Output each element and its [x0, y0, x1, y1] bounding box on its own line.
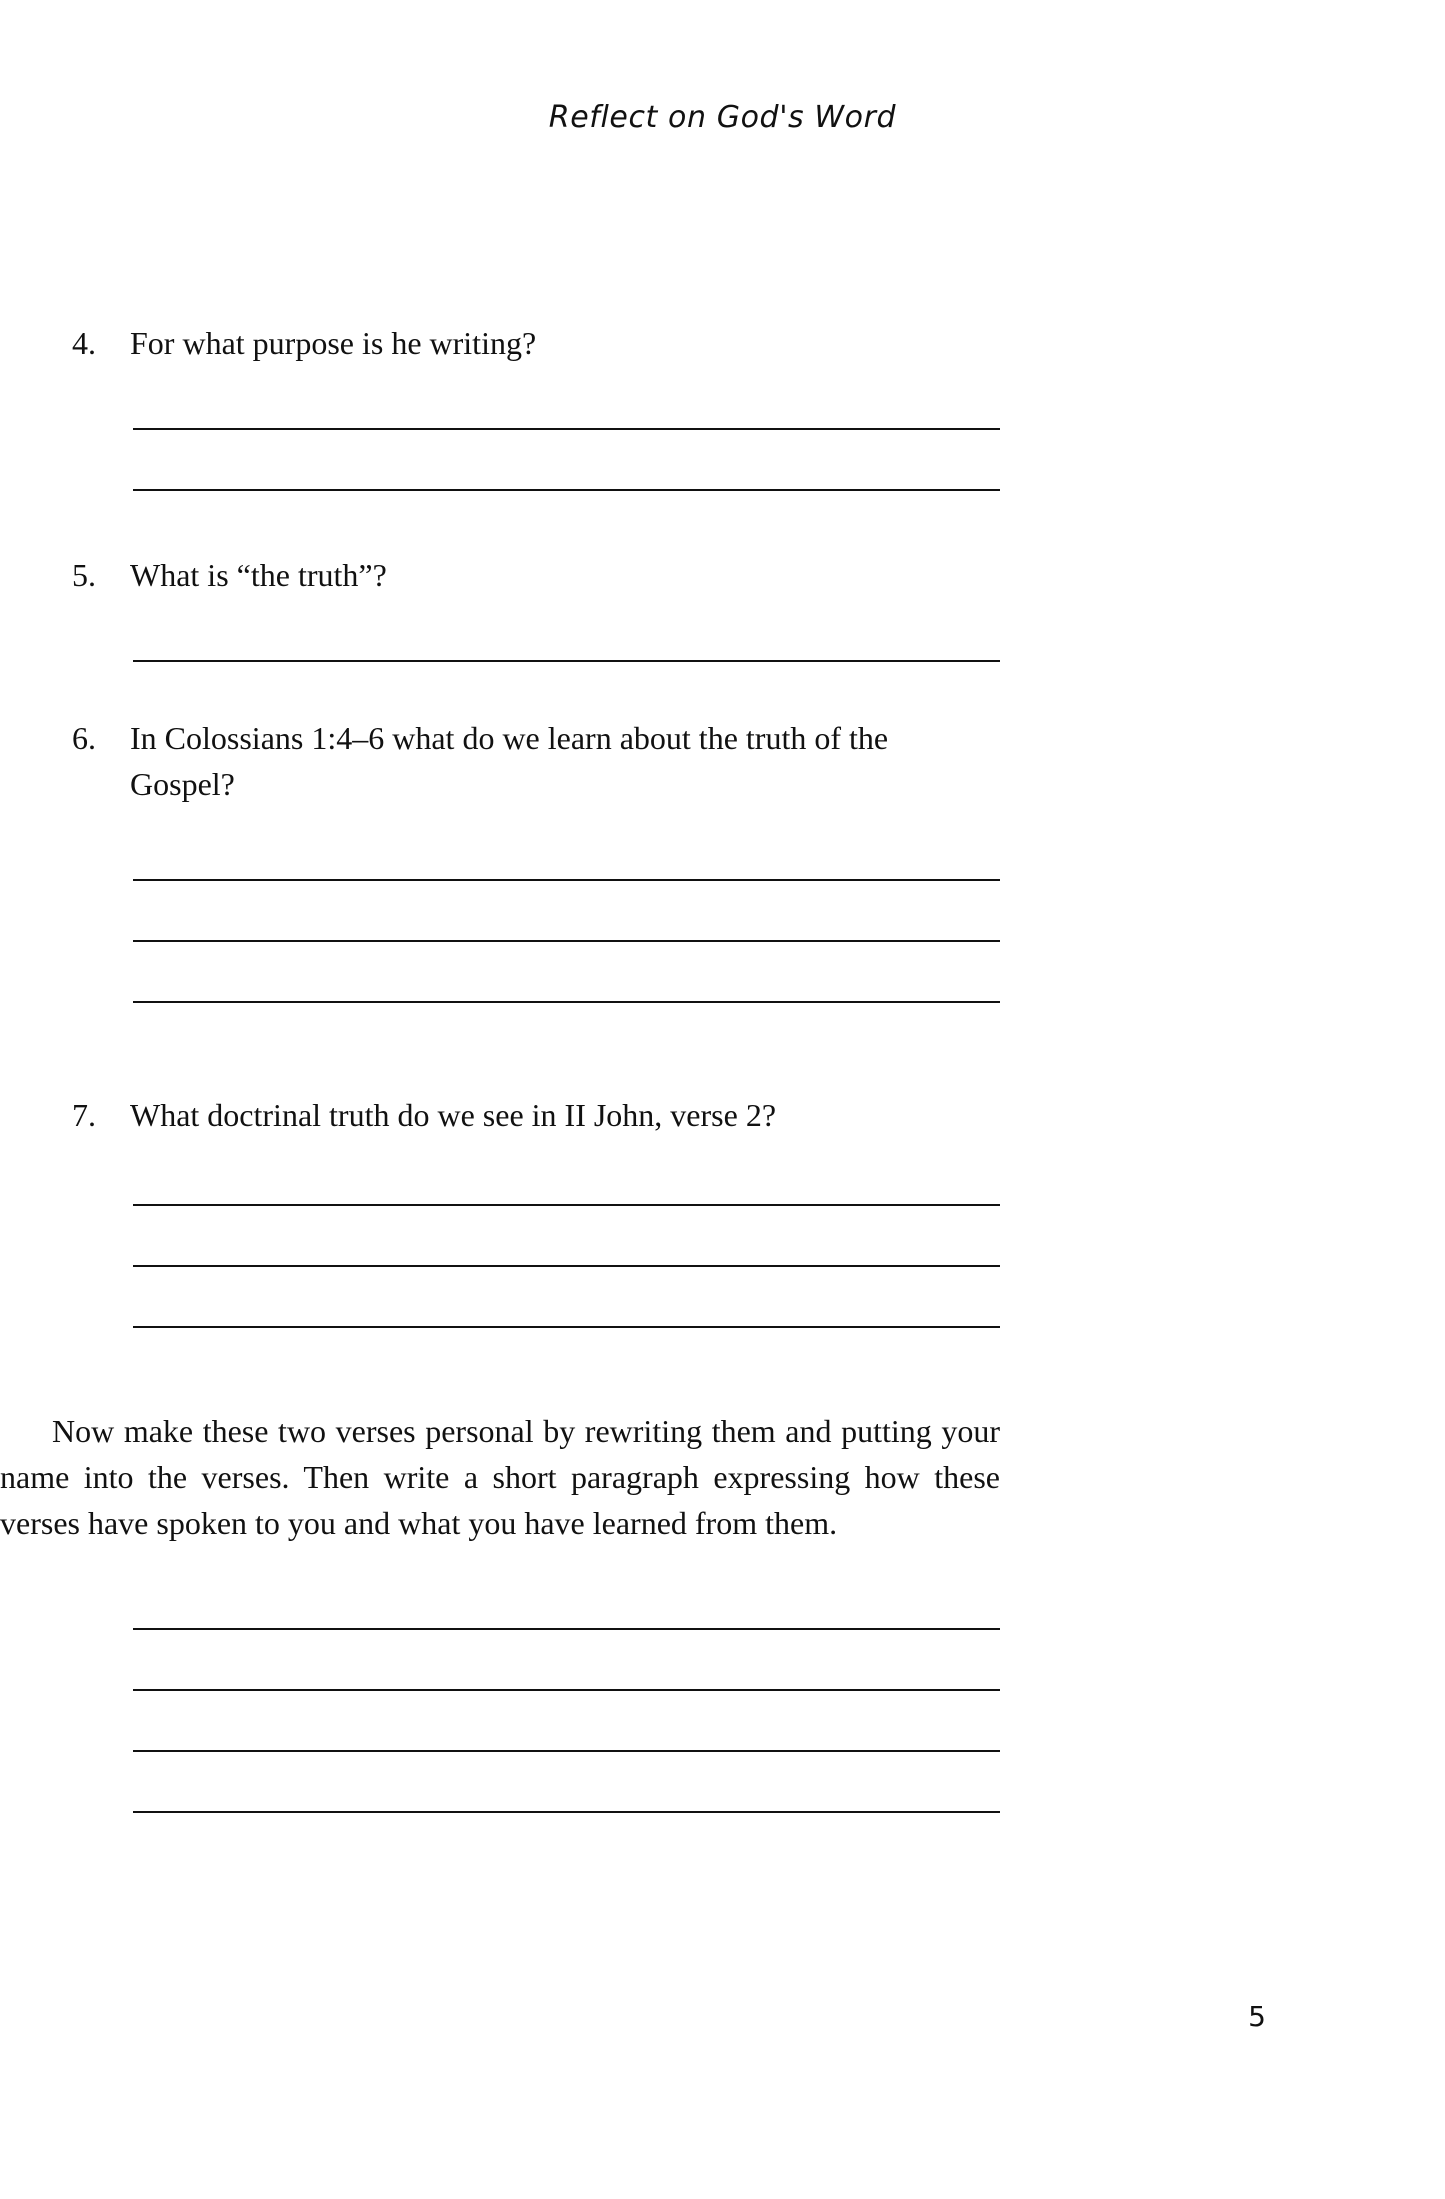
spacer	[133, 1752, 1000, 1811]
answer-lines-4	[133, 366, 1000, 491]
spacer	[133, 807, 1000, 879]
running-head: Reflect on God's Word	[548, 100, 897, 135]
question-number: 5.	[72, 557, 96, 593]
answer-lines-6	[133, 807, 1000, 1003]
spacer	[133, 881, 1000, 940]
instruction-paragraph: Now make these two verses personal by rewriting them and putting your name into the verses. Then write a short paragraph expressing how these verses have spoken to you and what you have learned from them.	[0, 1413, 1000, 1541]
spacer	[133, 1630, 1000, 1689]
question-number: 4.	[72, 325, 96, 361]
answer-line[interactable]	[133, 1326, 1000, 1328]
answer-lines-7	[133, 1138, 1000, 1328]
question-text: What doctrinal truth do we see in II John, verse 2?	[130, 1097, 777, 1133]
question-4	[72, 320, 1000, 366]
question-number: 6.	[72, 720, 96, 756]
instruction-block	[0, 1408, 1000, 1813]
answer-line[interactable]	[133, 1001, 1000, 1003]
answer-line[interactable]	[133, 1811, 1000, 1813]
question-number: 7.	[72, 1097, 96, 1133]
spacer	[133, 1267, 1000, 1326]
answer-line[interactable]	[133, 660, 1000, 662]
spacer	[133, 942, 1000, 1001]
question-7	[72, 1092, 1000, 1138]
spacer	[133, 1206, 1000, 1265]
question-text: In Colossians 1:4–6 what do we learn about the truth of the Gospel?	[130, 720, 889, 802]
spacer	[133, 1546, 1000, 1628]
spacer	[133, 598, 1000, 660]
spacer	[133, 1138, 1000, 1204]
spacer	[133, 1691, 1000, 1750]
answer-line[interactable]	[133, 489, 1000, 491]
question-5	[72, 552, 1000, 598]
question-block-4	[0, 320, 1000, 491]
question-block-5	[0, 552, 1000, 662]
question-block-7	[0, 1092, 1000, 1328]
question-block-6	[0, 715, 1000, 1003]
answer-lines-5	[133, 598, 1000, 662]
spacer	[133, 366, 1000, 428]
question-text: What is “the truth”?	[130, 557, 387, 593]
answer-lines-instruction	[133, 1546, 1000, 1813]
question-text: For what purpose is he writing?	[130, 325, 537, 361]
question-6	[72, 715, 1000, 807]
spacer	[133, 430, 1000, 489]
page-number: 5	[1248, 2000, 1266, 2033]
